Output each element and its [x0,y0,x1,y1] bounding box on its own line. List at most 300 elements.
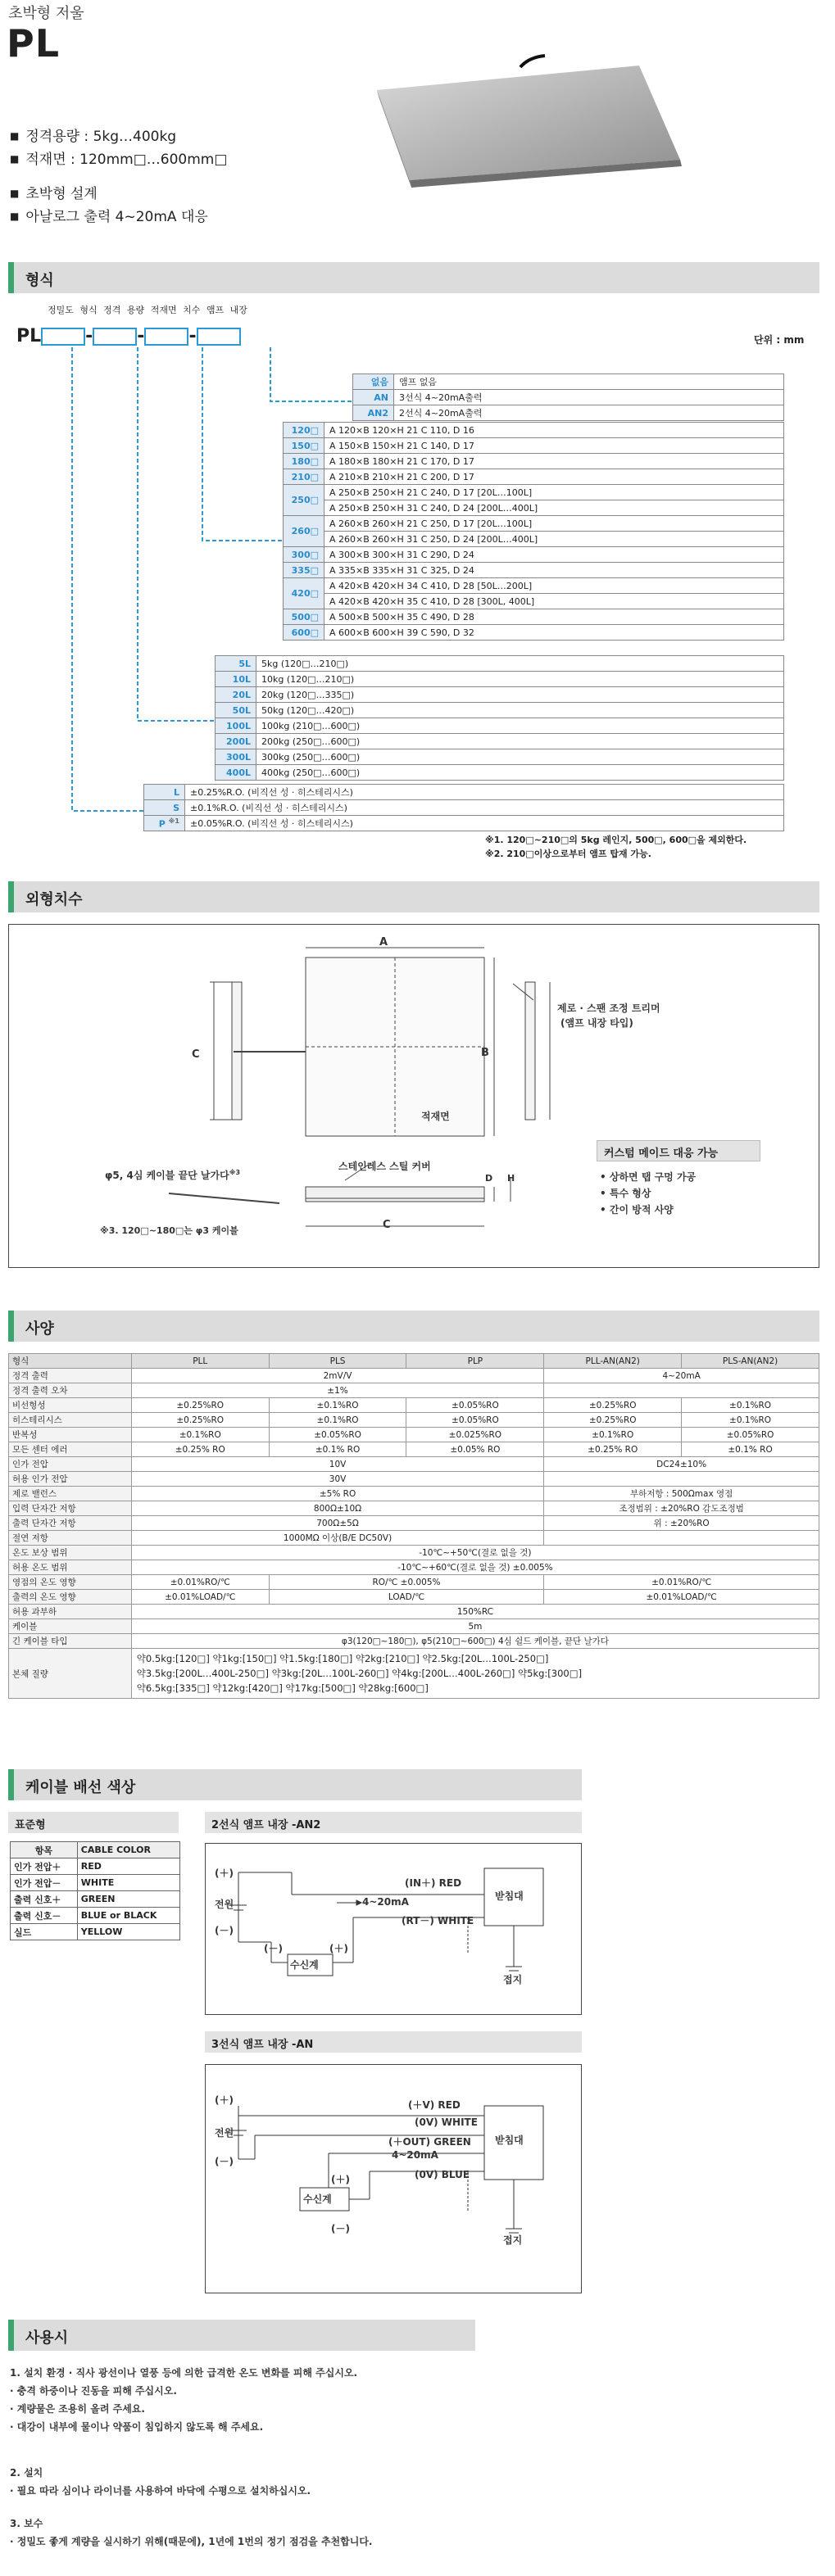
cable-sup: ※3 [229,1169,241,1176]
col-head: 형식 [79,305,98,315]
an-plus: (＋) [215,2094,234,2106]
spec-head: PLS [269,1354,406,1369]
spec-row [9,1383,819,1398]
spec-value: 5m [131,1619,819,1634]
spec-head: PLL-AN(AN2) [544,1354,682,1369]
size-row [284,578,784,594]
prec-desc: ±0.05%R.O. (비직선 성 · 히스테리시스) [185,816,784,831]
prec-sup: ※1 [168,817,179,825]
size-desc: A 420×B 420×H 35 C 410, D 28 [300L, 400L] [324,594,784,609]
an2-meter-minus: (－) [264,1943,283,1954]
spec-value: ±0.1%RO [682,1413,819,1428]
spec-row [9,1546,819,1560]
spec-value: ±0.05%RO [406,1398,544,1413]
spec-value: 150%RC [131,1605,819,1619]
spec-value: ±0.25%RO [131,1398,269,1413]
spec-value: 30V [131,1472,543,1487]
cap-row [216,703,784,718]
spec-value: ±0.25%RO [544,1413,682,1428]
col-head: 치수 [183,305,201,315]
spec-head: 형식 [9,1354,132,1369]
cap-code: 20L [216,687,256,703]
size-desc: A 250×B 250×H 31 C 240, D 24 [200L…400L] [324,500,784,516]
spec-value: ±0.01%LOAD/℃ [544,1590,819,1605]
size-row [284,532,784,547]
cap-row [216,734,784,749]
spec-row [9,1472,819,1487]
feature-analog: ■ 아날로그 출력 4~20mA 대응 [10,205,208,225]
spec-value: LOAD/℃ [269,1590,544,1605]
size-code: 210□ [284,469,324,485]
size-desc: A 335×B 335×H 31 C 325, D 24 [324,563,784,578]
an-0v-blue: (0V) BLUE [415,2169,470,2180]
prec-code: L [144,785,185,800]
spec-label: 허용 온도 범위 [9,1560,132,1575]
prec-code [144,816,185,831]
cable-row [11,1875,180,1891]
dimension-drawing-frame [8,924,819,1268]
cap-code: 300L [216,749,256,765]
page-subtitle: 초박형 저울 [8,5,84,22]
custom-item: • 간이 방적 사양 [600,1204,674,1216]
spec-label: 인가 전압 [9,1457,132,1472]
spec-value: ±0.1%RO [131,1428,269,1442]
spec-value: ±0.25%RO [544,1398,682,1413]
an2-plus: (＋) [215,1867,234,1879]
spec-value: ±0.01%RO/℃ [544,1575,819,1590]
cap-desc: 100kg (210□…600□) [256,718,784,734]
amp-table [352,373,784,421]
cap-code: 10L [216,672,256,687]
dim-c: C [192,1048,200,1061]
spec-label: 제로 밸런스 [9,1487,132,1501]
feature-surface: ■ 적재면 : 120mm□…600mm□ [10,147,227,168]
spec-value: 800Ω±10Ω [131,1501,543,1516]
model-prefix: PL [16,326,42,346]
dim-h: H [507,1173,515,1184]
prec-desc: ±0.1%R.O. (비직선 성 · 히스테리시스) [185,800,784,816]
dash: - [85,326,93,346]
spec-value: ±0.1%RO [544,1428,682,1442]
col-head: 정격 [103,305,121,315]
section-spec [8,1311,819,1342]
amp-row [353,390,784,405]
an2-diagram [205,1843,582,2015]
size-code: 335□ [284,563,324,578]
cable-row [11,1858,180,1875]
an2-minus: (－) [215,1925,234,1936]
size-desc: A 260×B 260×H 21 C 250, D 17 [20L…100L] [324,516,784,532]
spec-row [9,1413,819,1428]
usage-sub: · 충격 하중이나 진동을 피해 주십시오. [10,2385,177,2397]
prec-code: S [144,800,185,816]
spec-row [9,1457,819,1472]
usage-list [10,2364,372,2551]
size-row [284,609,784,625]
size-desc: A 600×B 600×H 39 C 590, D 32 [324,625,784,641]
dim-b: B [481,1047,489,1059]
size-row [284,500,784,516]
cap-desc: 5kg (120□…210□) [256,656,784,672]
cap-code: 400L [216,765,256,781]
cap-desc: 200kg (250□…600□) [256,734,784,749]
spec-value: 10V [131,1457,543,1472]
std-label-box [8,1812,179,1833]
section-dimensions [8,881,819,912]
dash: - [188,326,197,346]
precision-table [143,784,784,831]
size-code: 120□ [284,423,324,438]
spec-label: 온도 보상 범위 [9,1546,132,1560]
an2-meter: 수신계 [290,1959,319,1971]
cable-note: ※3. 120□~180□는 φ3 케이블 [100,1225,238,1236]
cable-color: YELLOW [77,1924,179,1940]
cable-color-table [10,1841,180,1940]
feature-capacity: ■ 정격용량 : 5kg…400kg [10,124,176,145]
an2-wiring [206,1844,581,2014]
usage-sub: · 정밀도 좋게 계량을 실시하기 위해(때문에), 1년에 1번의 정기 점검을 추천합니다. [10,2536,373,2547]
cable-item: 실드 [11,1924,78,1940]
size-row [284,438,784,454]
cable-row [11,1924,180,1940]
cap-desc: 300kg (250□…600□) [256,749,784,765]
size-code: 180□ [284,454,324,469]
section-title: 사용시 [25,2329,69,2347]
size-code: 300□ [284,547,324,563]
an2-ma: 4~20mA [362,1896,409,1908]
spec-header-row [9,1354,819,1369]
size-row [284,469,784,485]
size-desc: A 420×B 420×H 34 C 410, D 28 [50L…200L] [324,578,784,594]
usage-item: 2. 설치 [10,2467,43,2479]
spec-value: ±0.05%RO [406,1413,544,1428]
spec-value: ±0.1%RO [269,1413,406,1428]
spec-row [9,1398,819,1413]
spec-label: 정격 출력 [9,1369,132,1383]
spec-value: ±0.05%RO [682,1428,819,1442]
an-title: 3선식 앰프 내장 -AN [211,2039,314,2051]
spec-value: 부하저항 : 500Ωmax 영점 [544,1487,819,1501]
spec-weight [131,1649,819,1699]
custom-box [597,1140,760,1161]
an-v-plus: (＋V) RED [408,2099,461,2111]
size-table [283,422,784,641]
spec-label: 정격 출력 오차 [9,1383,132,1398]
custom-text: 특수 형상 [609,1188,651,1199]
size-row [284,516,784,532]
surface-label: 적재면 [421,1111,450,1122]
size-row [284,625,784,641]
weight-line: 약6.5kg:[335□] 약12kg:[420□] 약17kg:[500□] 약28kg:[600□] [136,1682,429,1694]
spec-head: PLS-AN(AN2) [682,1354,819,1369]
spec-value: 2mV/V [131,1369,543,1383]
dim-c-front: C [383,1219,391,1231]
cable-color: GREEN [77,1891,179,1908]
spec-label: 비선형성 [9,1398,132,1413]
an2-in-plus: (IN＋) RED [405,1877,462,1889]
spec-label: 허용 인가 전압 [9,1472,132,1487]
cable-color: BLUE or BLACK [77,1908,179,1924]
size-code: 600□ [284,625,324,641]
spec-value: DC24±10% [544,1457,819,1472]
an-meter-plus: (＋) [331,2174,350,2185]
spec-label: 출력 단자간 저항 [9,1516,132,1531]
spec-value: 1000MΩ 이상(B/E DC50V) [131,1531,543,1546]
an2-meter-plus: (＋) [329,1943,348,1954]
spec-value: ±0.05%RO [269,1428,406,1442]
size-code: 500□ [284,609,324,625]
spec-value: 4~20mA [544,1369,819,1383]
cable-item: 출력 신호＋ [11,1891,78,1908]
prec-row [144,800,784,816]
amp-code: 없음 [353,374,394,390]
spec-row [9,1531,819,1546]
an2-scale: 받침대 [495,1890,524,1902]
spec-label: 반복성 [9,1428,132,1442]
col-head: 용량 [126,305,145,315]
trimmer-label-2: (앰프 내장 타입) [560,1017,633,1029]
usage-item: 1. 설치 환경 · 직사 광선이나 열풍 등에 의한 급격한 온도 변화를 피해 주십시오. [10,2367,358,2379]
size-desc: A 500×B 500×H 35 C 490, D 28 [324,609,784,625]
custom-text: 상하면 탭 구멍 가공 [609,1171,697,1183]
spec-value: ±0.05% RO [406,1442,544,1457]
an-ma: 4~20mA [392,2149,438,2161]
dash: - [137,326,145,346]
an-0v-white: (0V) WHITE [415,2116,478,2128]
amp-code: AN [353,390,394,405]
amp-desc: 3선식 4~20mA출력 [394,390,784,405]
unit-label: 단위 : mm [754,334,805,346]
capacity-table [215,655,784,781]
an-out-plus: (＋OUT) GREEN [388,2136,471,2148]
prec-code-text: P [158,818,166,830]
size-code: 250□ [284,485,324,516]
usage-item: 3. 보수 [10,2518,43,2529]
cap-desc: 50kg (120□…420□) [256,703,784,718]
cable-label-text: φ5, 4심 케이블 끝단 날가다 [105,1170,229,1181]
cable-head: CABLE COLOR [77,1842,179,1858]
spec-value: -10℃~+60℃(결로 없을 것) ±0.005% [131,1560,819,1575]
spec-label: 절연 저항 [9,1531,132,1546]
size-code: 260□ [284,516,324,547]
cap-desc: 10kg (120□…210□) [256,672,784,687]
an2-title: 2선식 앰프 내장 -AN2 [211,1819,321,1831]
cap-code: 100L [216,718,256,734]
col-head: 앰프 [206,305,225,315]
spec-label: 출력의 온도 영향 [9,1590,132,1605]
cap-desc: 20kg (120□…335□) [256,687,784,703]
spec-row [9,1516,819,1531]
spec-value: ±5% RO [131,1487,543,1501]
amp-code: AN2 [353,405,394,421]
spec-row [9,1501,819,1516]
an-title-box [205,2031,582,2053]
cable-row [11,1891,180,1908]
custom-title: 커스텀 메이드 대응 가능 [604,1148,719,1160]
col-head: 적재면 [150,305,177,315]
size-desc: A 180×B 180×H 21 C 170, D 17 [324,454,784,469]
spec-value: 위 : ±20%RO [544,1516,819,1531]
cable-head-row [11,1842,180,1858]
spec-row [9,1442,819,1457]
size-desc: A 250×B 250×H 21 C 240, D 17 [20L…100L] [324,485,784,500]
size-desc: A 260×B 260×H 31 C 250, D 24 [200L…400L] [324,532,784,547]
page-title: PL [7,21,61,66]
spec-value: ±0.01%LOAD/℃ [131,1590,269,1605]
spec-label: 히스테리시스 [9,1413,132,1428]
spec-value: -10℃~+50℃(결로 없을 것) [131,1546,819,1560]
an-ground: 접지 [503,2234,523,2246]
an-power: 전원 [215,2127,234,2139]
spec-value: ±0.025%RO [406,1428,544,1442]
spec-row [9,1634,819,1649]
size-row [284,454,784,469]
spec-label: 영점의 온도 영향 [9,1575,132,1590]
cable-head: 항목 [11,1842,78,1858]
spec-value: ±0.1% RO [682,1442,819,1457]
spec-row [9,1619,819,1634]
section-cable [8,1769,582,1800]
spec-value [544,1383,819,1398]
size-row [284,423,784,438]
cable-item: 인가 전압＋ [11,1858,78,1875]
cap-code: 200L [216,734,256,749]
spec-label: 긴 케이블 타입 [9,1634,132,1649]
size-desc: A 300×B 300×H 31 C 290, D 24 [324,547,784,563]
an-scale: 받침대 [495,2135,524,2146]
an2-power: 전원 [215,1899,234,1910]
an-wiring [206,2065,581,2293]
size-row [284,485,784,500]
an-minus: (－) [215,2156,234,2167]
amp-row [353,374,784,390]
spec-value: ±0.25% RO [544,1442,682,1457]
spec-value: 조정범위 : ±20%RO 감도조정범 [544,1501,819,1516]
usage-sub: · 대강이 내부에 물이나 약품이 침입하지 않도록 해 주세요. [10,2421,264,2433]
section-usage [8,2320,475,2351]
spec-weight-row [9,1649,819,1699]
trimmer-label: 제로 · 스팬 조정 트리머 [557,1003,660,1014]
spec-value: RO/℃ ±0.005% [269,1575,544,1590]
spec-value: ±0.25% RO [131,1442,269,1457]
std-label: 표준형 [15,1819,46,1831]
size-desc: A 210×B 210×H 21 C 200, D 17 [324,469,784,485]
spec-table [8,1353,819,1699]
spec-label: 입력 단자간 저항 [9,1501,132,1516]
size-code: 150□ [284,438,324,454]
feature-thin: ■ 초박형 설계 [10,182,98,202]
size-row [284,594,784,609]
spec-row [9,1560,819,1575]
col-head: 내장 [229,305,247,315]
weight-line: 약0.5kg:[120□] 약1kg:[150□] 약1.5kg:[180□] 약2kg:[210□] 약2.5kg:[20L…100L-250□] [136,1653,549,1664]
spec-label: 모든 센터 에러 [9,1442,132,1457]
cable-label [105,1168,240,1182]
cap-row [216,656,784,672]
section-title: 외형치수 [25,891,83,908]
dimension-drawing [9,925,819,1267]
dim-a: A [379,936,388,948]
spec-value: 700Ω±5Ω [131,1516,543,1531]
an2-title-box [205,1812,582,1833]
custom-item: • 특수 형상 [600,1188,651,1199]
section-title: 형식 [25,272,54,289]
usage-sub: · 필요 따라 심이나 라이너를 사용하여 바닥에 수평으로 설치하십시오. [10,2485,311,2497]
size-desc: A 150×B 150×H 21 C 140, D 17 [324,438,784,454]
amp-row [353,405,784,421]
custom-item: • 상하면 탭 구멍 가공 [600,1171,697,1183]
spec-row [9,1487,819,1501]
dim-d: D [485,1173,493,1184]
spec-value: ±0.1%RO [682,1398,819,1413]
size-row [284,547,784,563]
spec-label: 본체 질량 [9,1649,132,1699]
spec-value [544,1531,819,1546]
cap-code: 5L [216,656,256,672]
an-meter-minus: (－) [331,2223,350,2234]
cap-code: 50L [216,703,256,718]
amp-desc: 앰프 없음 [394,374,784,390]
size-code: 420□ [284,578,324,609]
cap-row [216,687,784,703]
model-note-1: ※1. 120□~210□의 5kg 레인지, 500□, 600□을 제외한다. [485,835,747,845]
stainless-label: 스테인레스 스틸 커버 [338,1161,431,1172]
cap-row [216,749,784,765]
model-note-2: ※2. 210□이상으로부터 앰프 탑재 가능. [485,849,651,859]
cable-item: 출력 신호－ [11,1908,78,1924]
size-desc: A 120×B 120×H 21 C 110, D 16 [324,423,784,438]
an-meter: 수신계 [303,2193,332,2205]
spec-value: φ3(120□~180□), φ5(210□~600□) 4심 쉴드 케이블, 끝단 날가다 [131,1634,819,1649]
spec-row [9,1590,819,1605]
cap-row [216,718,784,734]
cable-color: WHITE [77,1875,179,1891]
spec-value: ±0.01%RO/℃ [131,1575,269,1590]
usage-sub: · 계량물은 조용히 올려 주세요. [10,2403,145,2415]
col-head: 정밀도 [48,305,74,315]
spec-row [9,1605,819,1619]
spec-value: ±0.1% RO [269,1442,406,1457]
spec-value: ±0.25%RO [131,1413,269,1428]
spec-label: 허용 과부하 [9,1605,132,1619]
cap-desc: 400kg (250□…600□) [256,765,784,781]
amp-desc: 2선식 4~20mA출력 [394,405,784,421]
cap-row [216,672,784,687]
spec-row [9,1428,819,1442]
an2-rt-minus: (RT－) WHITE [402,1915,474,1926]
spec-row [9,1575,819,1590]
custom-text: 간이 방적 사양 [609,1204,674,1216]
prec-row [144,816,784,831]
spec-head: PLL [131,1354,269,1369]
spec-head: PLP [406,1354,544,1369]
section-title: 사양 [25,1320,54,1338]
an-diagram [205,2064,582,2293]
spec-row [9,1369,819,1383]
prec-desc: ±0.25%R.O. (비직선 성 · 히스테리시스) [185,785,784,800]
an2-ground: 접지 [503,1974,523,1985]
spec-value: ±1% [131,1383,543,1398]
spec-value: ±0.1%RO [269,1398,406,1413]
cap-row [216,765,784,781]
cable-item: 인가 전압－ [11,1875,78,1891]
weight-line: 약3.5kg:[200L…400L-250□] 약3kg:[20L…100L-260□] 약4kg:[200L…400L-260□] 약5kg:[300□] [136,1668,583,1679]
size-row [284,563,784,578]
spec-value [544,1472,819,1487]
cable-row [11,1908,180,1924]
spec-label: 케이블 [9,1619,132,1634]
prec-row [144,785,784,800]
